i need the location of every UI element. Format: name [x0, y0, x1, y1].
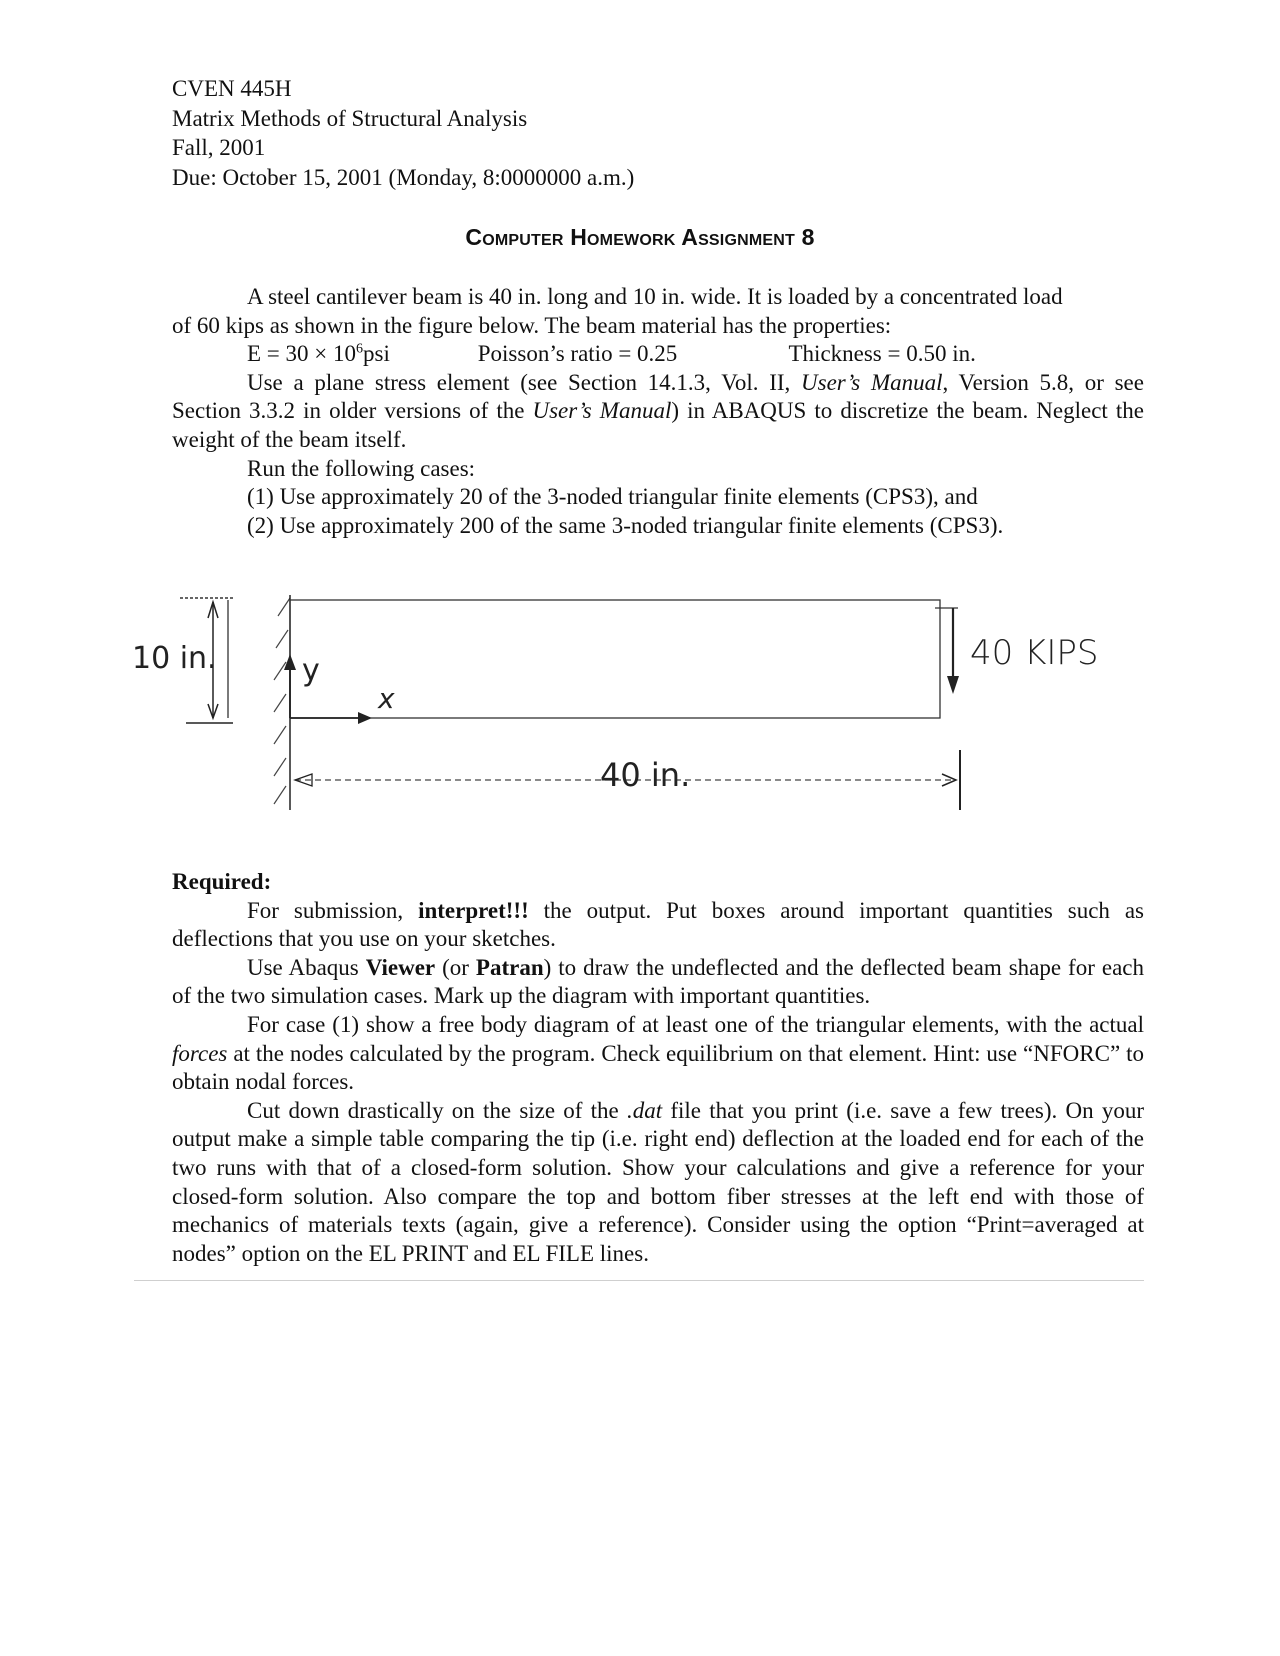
patran-emphasis: Patran: [475, 954, 544, 980]
required-heading: Required:: [172, 869, 272, 894]
forces-emphasis: forces: [172, 1040, 228, 1066]
load-arrow-icon: [947, 676, 959, 694]
course-header: [172, 74, 634, 192]
course-name: Matrix Methods of Structural Analysis: [172, 105, 528, 131]
use-text-c: ) in ABAQUS to discretize the beam. Neglect the weight of the beam itself.: [172, 398, 1144, 452]
manual-ref-2: User’s Manual: [532, 398, 672, 424]
course-code: CVEN 445H: [172, 76, 292, 101]
bottom-divider: [134, 1280, 1144, 1281]
p4-text-c: file that you print (i.e. save a few trees). On your output make a simple table comparing the tip (i.e. right end) deflection at the loaded end for each of the two runs with that of a closed-form solution. Show your calculations and give a reference for your closed-form solution. Also compare the top and bottom fiber stresses at the left end with those of mechanics of materials texts (again, give a reference). Consider using the option “Print=averaged at nodes” option on the EL PRINT and EL FILE lines.: [172, 1097, 1144, 1266]
p2-text-c: (or: [435, 954, 476, 980]
modulus-exponent: 6: [356, 341, 363, 357]
material-properties: [172, 340, 1144, 369]
use-text-a: Use a plane stress element (see Section 14.1.3, Vol. II,: [247, 369, 802, 395]
viewer-emphasis: Viewer: [365, 954, 436, 980]
case-2: (2) Use approximately 200 of the same 3-noded triangular finite elements (CPS3).: [247, 512, 1004, 538]
run-cases-label: Run the following cases:: [247, 455, 476, 481]
intro-section: [172, 283, 1144, 540]
interpret-emphasis: interpret!!!: [418, 897, 529, 923]
case-1: (1) Use approximately 20 of the 3-noded triangular finite elements (CPS3), and: [247, 484, 978, 510]
intro-line-1: A steel cantilever beam is 40 in. long and 10 in. wide. It is loaded by a concentrated load: [247, 284, 1063, 309]
load-label: 40 KIPS: [970, 633, 1099, 673]
page-title: Computer Homework Assignment 8: [465, 224, 815, 250]
required-paragraph-3: [172, 1011, 1144, 1097]
required-paragraph-2: [172, 954, 1144, 1011]
element-instructions: [172, 369, 1144, 455]
p2-text-e: ) to draw the undeflected and the deflected beam shape for each of the two simulation cases. Mark up the diagram with important quantities.: [172, 954, 1144, 1009]
x-axis-label: x: [378, 682, 395, 715]
p2-text-a: Use Abaqus: [247, 954, 366, 980]
p1-text-c: the output. Put boxes around important quantities such as deflections that you use on your sketches.: [172, 897, 1144, 952]
height-label: 10 in.: [132, 641, 217, 676]
p4-text-a: Cut down drastically on the size of the: [247, 1097, 627, 1123]
y-axis-label: y: [302, 653, 320, 688]
use-text-b: , Version 5.8, or see Section 3.3.2 in older versions of the: [172, 369, 1144, 424]
dat-file-emphasis: .dat: [626, 1097, 663, 1123]
modulus-unit: psi: [363, 341, 390, 367]
manual-ref: User’s Manual: [801, 369, 943, 395]
fixed-support-hatch-icon: [274, 590, 290, 804]
beam-figure: [130, 590, 1099, 850]
poisson-property: Poisson’s ratio = 0.25: [477, 341, 678, 367]
due-date: Due: October 15, 2001 (Monday, 8:0000000 a.m.): [172, 164, 635, 190]
modulus-text: E = 30 × 10: [247, 341, 356, 367]
required-section: [172, 868, 1144, 1268]
required-paragraph-1: [172, 897, 1144, 954]
intro-line-2: of 60 kips as shown in the figure below. The beam material has the properties:: [172, 312, 892, 338]
modulus-property: [247, 340, 472, 369]
p1-text-a: For submission,: [247, 897, 419, 923]
p3-text-c: at the nodes calculated by the program. Check equilibrium on that element. Hint: use “NFORC” to obtain nodal forces.: [172, 1040, 1144, 1095]
thickness-property: Thickness = 0.50 in.: [788, 341, 976, 367]
length-label: 40 in.: [600, 756, 691, 794]
p3-text-a: For case (1) show a free body diagram of at least one of the triangular elements, with the actual: [247, 1011, 1144, 1037]
required-paragraph-4: [172, 1097, 1144, 1269]
term: Fall, 2001: [172, 135, 266, 160]
x-axis-arrow-icon: [358, 712, 372, 724]
